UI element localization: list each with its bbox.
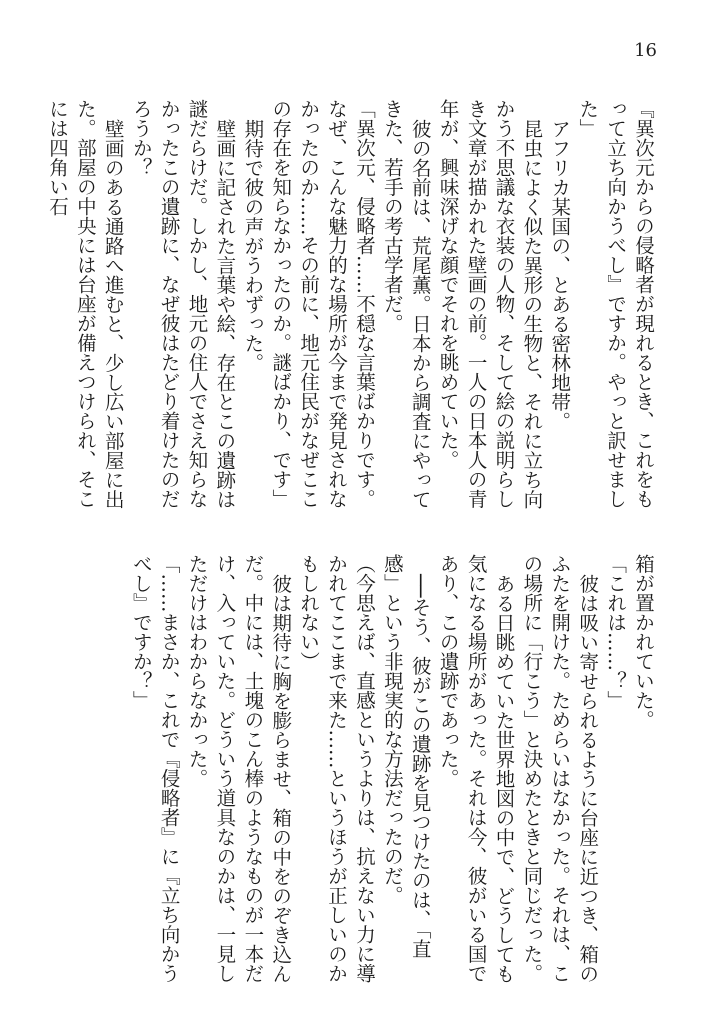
page-number: 16 — [634, 40, 657, 61]
paragraph-1: 『異次元からの侵略者が現れるとき、これをもって立ち向かうべし』ですか。やっと訳せました」 — [576, 99, 655, 509]
paragraph-10: 「これは……？」 — [604, 554, 628, 710]
paragraph-3: 昆虫によく似た異形の生物と、それに立ち向かう不思議な衣装の人物、そして絵の説明らしき文章が描かれた壁画の前。一人の日本人の青年が、興味深げな顔でそれを眺めていた。 — [436, 99, 544, 509]
paragraph-13: ──そう、彼がこの遺跡を見つけたのは、「直感」という非現実的な方法だったのだ。 — [380, 554, 432, 958]
paragraph-6: 期待で彼の声がうわずった。 — [241, 118, 265, 372]
paragraph-5: 「異次元、侵略者……不穏な言葉ばかりです。なぜ、こんな魅力的な場所が今まで発見されなかったのか……その前に、地元住民がなぜここの存在を知らなかったのか。謎ばかり、です」 — [269, 99, 376, 509]
text-block-top — [45, 99, 657, 526]
paragraph-12: ある日眺めていた世界地図の中で、どうしても気になる場所があった。それは今、彼がいる国であり、この遺跡であった。 — [436, 554, 516, 983]
text-block-bottom — [97, 554, 657, 986]
paragraph-7: 壁画に記された言葉や絵、存在とこの遺跡は謎だらけだ。しかし、地元の住人でさえ知らなかったこの遺跡に、なぜ彼はたどり着けたのだろうか？ — [129, 99, 237, 509]
paragraph-8: 壁画のある通路へ進むと、少し広い部屋に出た。部屋の中央には台座が備えつけられ、そこには四角い石 — [45, 99, 125, 509]
paragraph-15: 彼は期待に胸を膨らませ、箱の中をのぞき込んだ。中には、土塊のこん棒のようなものが一本だけ、入っていた。どういう道具なのかは、一見しただけはわからなかった。 — [185, 554, 293, 983]
paragraph-16: 「……まさか、これで『侵略者』に『立ち向かうべし』ですか？」 — [129, 554, 181, 983]
paragraph-11: 彼は吸い寄せられるように台座に近つき、箱のふたを開けた。ためらいはなかった。それは、この場所に「行こう」と決めたときと同じだった。 — [520, 554, 600, 983]
paragraph-14: （今思えば、直感というよりは、抗えない力に導かれてここまで来た……というほうが正しいのかもしれない） — [297, 554, 376, 983]
paragraph-9: 箱が置かれていた。 — [632, 554, 655, 730]
paragraph-4: 彼の名前は、荒尾薫。日本から調査にやってきた、若手の考古学者だ。 — [380, 99, 432, 509]
paragraph-2: アフリカ某国の、とある密林地帯。 — [548, 118, 572, 431]
